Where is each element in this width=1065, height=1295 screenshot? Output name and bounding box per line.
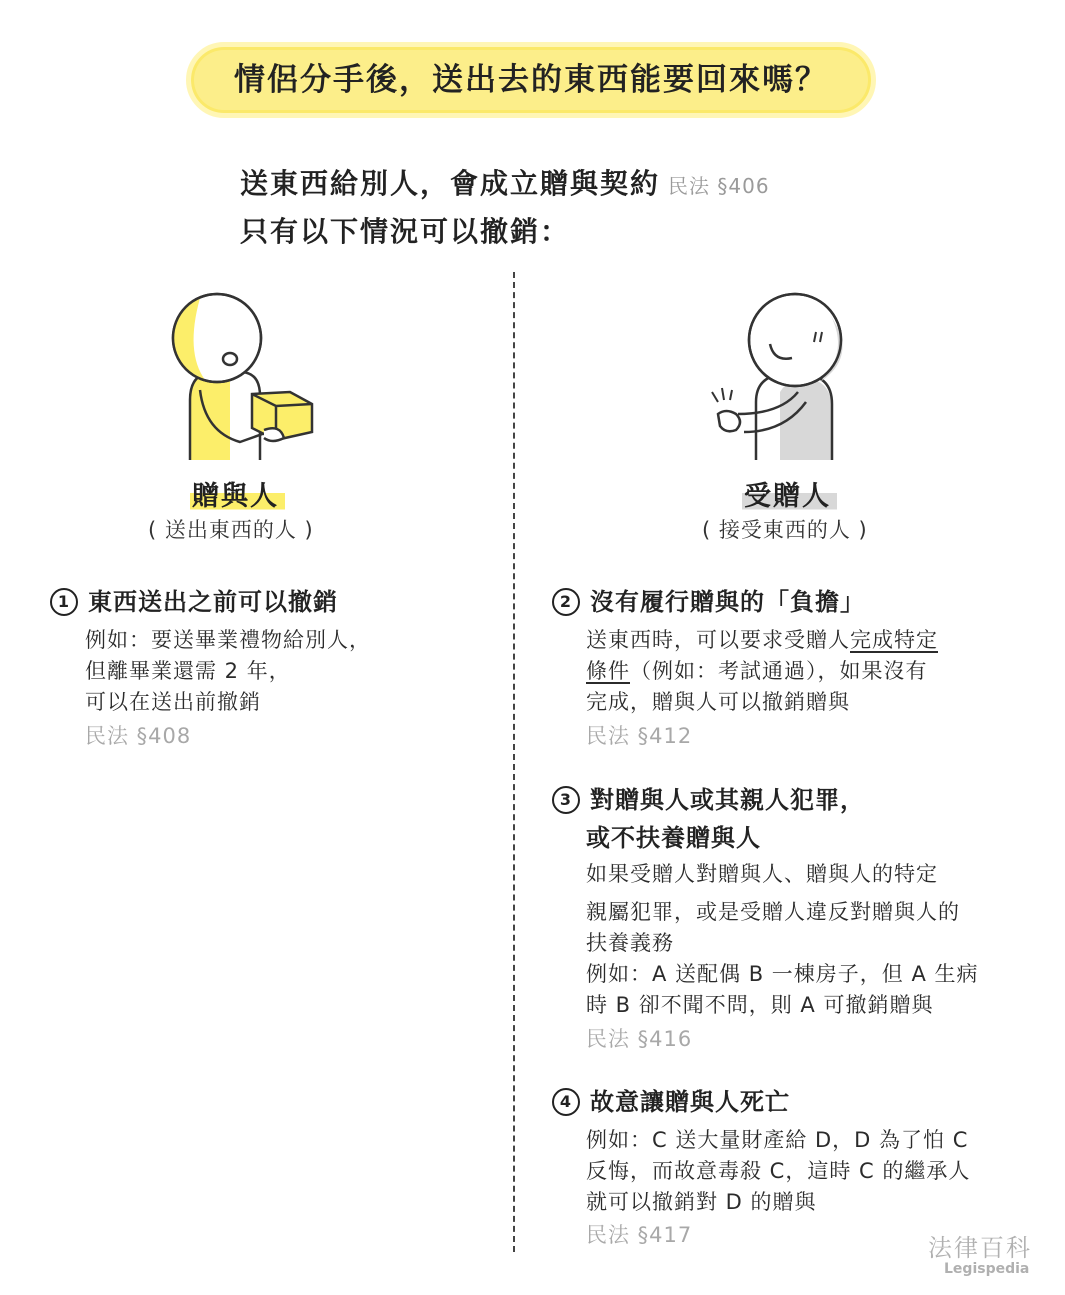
section-2-title: 沒有履行贈與的「負擔」 [590, 588, 865, 616]
section-4-title: 故意讓贈與人死亡 [590, 1088, 790, 1116]
section-2-line-2b: （例如：考試通過），如果沒有 [630, 659, 928, 683]
brand-subtitle: Legispedia [944, 1261, 1030, 1277]
section-4-line-3: 就可以撤銷對 D 的贈與 [586, 1190, 817, 1214]
section-1-line-3: 可以在送出前撤銷 [85, 690, 261, 714]
role-giver [190, 474, 285, 513]
section-2-line-2a: 條件 [586, 659, 630, 683]
receiver-illustration [700, 292, 880, 464]
giver-illustration [160, 292, 330, 464]
section-4-line-2: 反悔，而故意毒殺 C，這時 C 的繼承人 [586, 1159, 971, 1183]
section-4-heading [552, 1082, 790, 1117]
section-2-number: 2 [552, 588, 580, 616]
section-3-number: 3 [552, 786, 580, 814]
section-4-number: 4 [552, 1088, 580, 1116]
section-1-heading [50, 582, 338, 617]
section-3-line-1: 如果受贈人對贈與人、贈與人的特定 [586, 862, 938, 886]
section-3-line-3: 扶養義務 [586, 931, 674, 955]
section-3-title-2: 或不扶養贈與人 [586, 824, 761, 852]
section-1-line-2: 但離畢業還需 2 年， [85, 659, 291, 683]
role-receiver-label: 受贈人 [742, 481, 837, 512]
section-2-line-3: 完成，贈與人可以撤銷贈與 [586, 690, 850, 714]
intro-law: 民法 §406 [668, 174, 770, 198]
section-1-law: 民法 §408 [85, 724, 192, 748]
section-1-line-1: 例如：要送畢業禮物給別人， [85, 628, 371, 652]
section-2-line-1a: 送東西時，可以要求受贈人 [586, 628, 850, 652]
intro-text-1: 送東西給別人，會成立贈與契約 [240, 167, 661, 200]
role-giver-label: 贈與人 [190, 481, 285, 512]
role-receiver-sub: ( 接受東西的人 ) [702, 518, 868, 542]
section-3-line-5: 時 B 卻不聞不問，則 A 可撤銷贈與 [586, 993, 934, 1017]
section-2-heading [552, 582, 865, 617]
section-3-line-2: 親屬犯罪，或是受贈人違反對贈與人的 [586, 900, 960, 924]
section-4-line-1: 例如：C 送大量財產給 D，D 為了怕 C [586, 1128, 969, 1152]
role-receiver [742, 474, 837, 513]
section-1-number: 1 [50, 588, 78, 616]
brand-name: 法律百科 [928, 1234, 1032, 1262]
section-3-heading [552, 780, 865, 815]
section-1-title: 東西送出之前可以撤銷 [88, 588, 338, 616]
section-3-law: 民法 §416 [586, 1027, 693, 1051]
center-divider [513, 272, 515, 1252]
section-2-line-1b: 完成特定 [850, 628, 938, 652]
section-3-line-4: 例如：A 送配偶 B 一棟房子，但 A 生病 [586, 962, 979, 986]
section-3-title-1: 對贈與人或其親人犯罪， [590, 786, 865, 814]
page-title: 情侶分手後，送出去的東西能要回來嗎？ [234, 62, 828, 98]
section-2-line-1 [586, 624, 938, 654]
section-2-line-2 [586, 655, 928, 685]
intro-line-1 [240, 162, 770, 202]
role-giver-sub: ( 送出東西的人 ) [148, 518, 314, 542]
intro-line-2: 只有以下情況可以撤銷： [240, 215, 571, 248]
section-4-law: 民法 §417 [586, 1223, 693, 1247]
section-2-law: 民法 §412 [586, 724, 693, 748]
